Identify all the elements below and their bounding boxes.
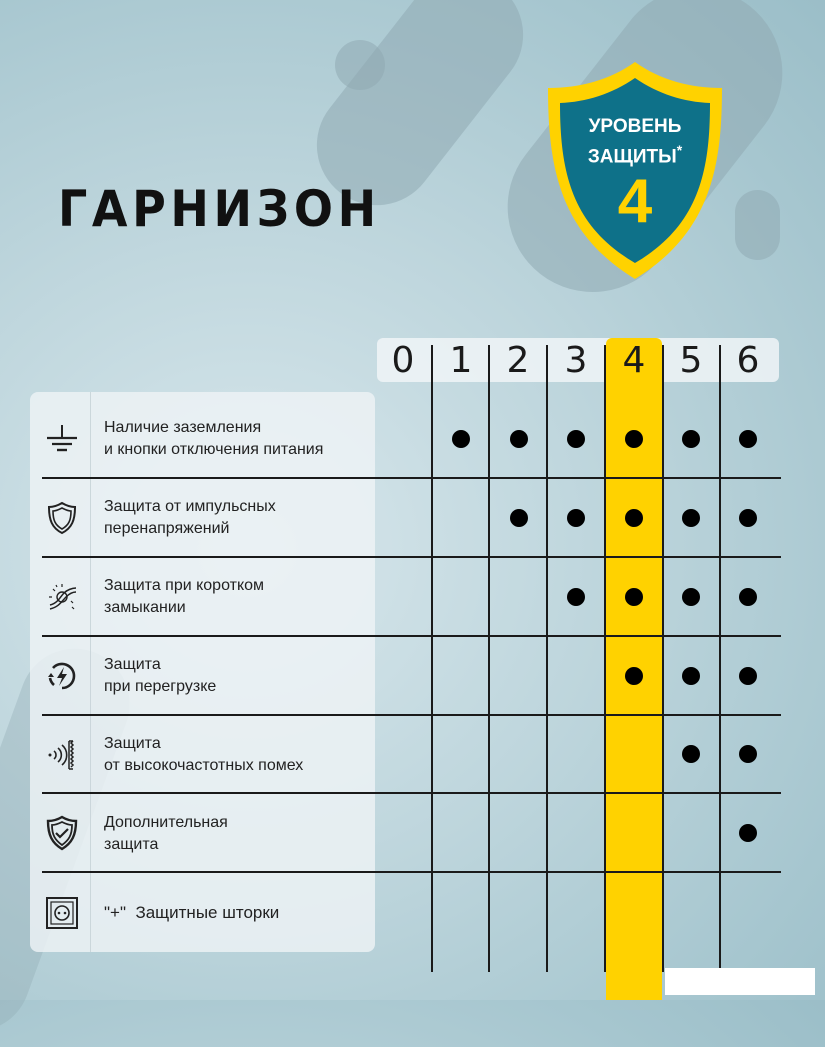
badge-level: 4 (617, 167, 653, 236)
row-divider (42, 871, 781, 873)
overload-icon (44, 658, 80, 694)
level-dot (452, 430, 470, 448)
level-dot (739, 745, 757, 763)
level-5-header: 5 (679, 340, 703, 381)
socket-icon (44, 895, 80, 931)
feature-label (104, 575, 264, 619)
level-dot (739, 430, 757, 448)
ground-icon (44, 421, 80, 457)
level-3-header: 3 (564, 340, 588, 381)
level-dot (682, 509, 700, 527)
badge-line1: УРОВЕНЬ (588, 116, 682, 137)
level-dot (739, 509, 757, 527)
badge-line2 (540, 142, 730, 168)
feature-label-line2: замыкании (104, 599, 186, 616)
feature-label: "+" Защитные шторки (104, 903, 280, 922)
grid-line (431, 345, 433, 972)
icon-column-divider (90, 392, 91, 952)
grid-line (546, 345, 548, 972)
feature-label-line1: Защита (104, 735, 161, 752)
level-dot (567, 588, 585, 606)
level-dot (682, 588, 700, 606)
feature-label (104, 496, 276, 540)
protection-level-badge (540, 58, 730, 283)
row-divider (42, 635, 781, 637)
level-dot (625, 667, 643, 685)
level-dot (567, 509, 585, 527)
feature-label-line2: перенапряжений (104, 520, 230, 537)
feature-label-line2: и кнопки отключения питания (104, 441, 324, 458)
level-dot (625, 509, 643, 527)
feature-label-line2: при перегрузке (104, 678, 217, 695)
row-divider (42, 714, 781, 716)
level-dot (739, 824, 757, 842)
feature-label-line2: защита (104, 836, 159, 853)
level-4-header: 4 (622, 340, 646, 381)
feature-label (104, 654, 216, 698)
shield-check-icon (44, 815, 80, 851)
feature-label-line1: Защита при коротком (104, 577, 265, 594)
level-6-header: 6 (736, 340, 760, 381)
level-dot (567, 430, 585, 448)
level-dot (625, 588, 643, 606)
feature-label-line1: Дополнительная (104, 814, 228, 831)
level-2-header: 2 (506, 340, 530, 381)
level-dot (682, 430, 700, 448)
level-dot (510, 509, 528, 527)
background-shape (335, 40, 385, 90)
grid-line (604, 345, 606, 972)
grid-line (719, 345, 721, 972)
level-dot (682, 745, 700, 763)
level-dot (682, 667, 700, 685)
level-dot (739, 667, 757, 685)
feature-label-line1: Защита от импульсных (104, 498, 276, 515)
feature-label-line1: Наличие заземления (104, 419, 262, 436)
row-divider (42, 556, 781, 558)
badge-line2-text: ЗАЩИТЫ (587, 146, 677, 168)
feature-label (104, 812, 228, 856)
short-circuit-icon (44, 579, 80, 615)
hf-noise-icon (44, 737, 80, 773)
feature-label (104, 733, 303, 777)
shield-icon (44, 500, 80, 536)
badge-asterisk: * (676, 142, 683, 158)
grid-line (488, 345, 490, 972)
level-dot (739, 588, 757, 606)
feature-label-line1: Защита (104, 656, 161, 673)
brand-title: ГАРНИЗОН (58, 180, 381, 238)
level-dot (625, 430, 643, 448)
background-shape (735, 190, 780, 260)
level-dot (510, 430, 528, 448)
row-divider (42, 477, 781, 479)
level-1-header: 1 (449, 340, 473, 381)
feature-label-line2: от высокочастотных помех (104, 757, 304, 774)
corner-patch (665, 968, 815, 995)
feature-label (104, 417, 323, 461)
grid-line (662, 345, 664, 972)
row-divider (42, 792, 781, 794)
level-0-header: 0 (391, 340, 415, 381)
